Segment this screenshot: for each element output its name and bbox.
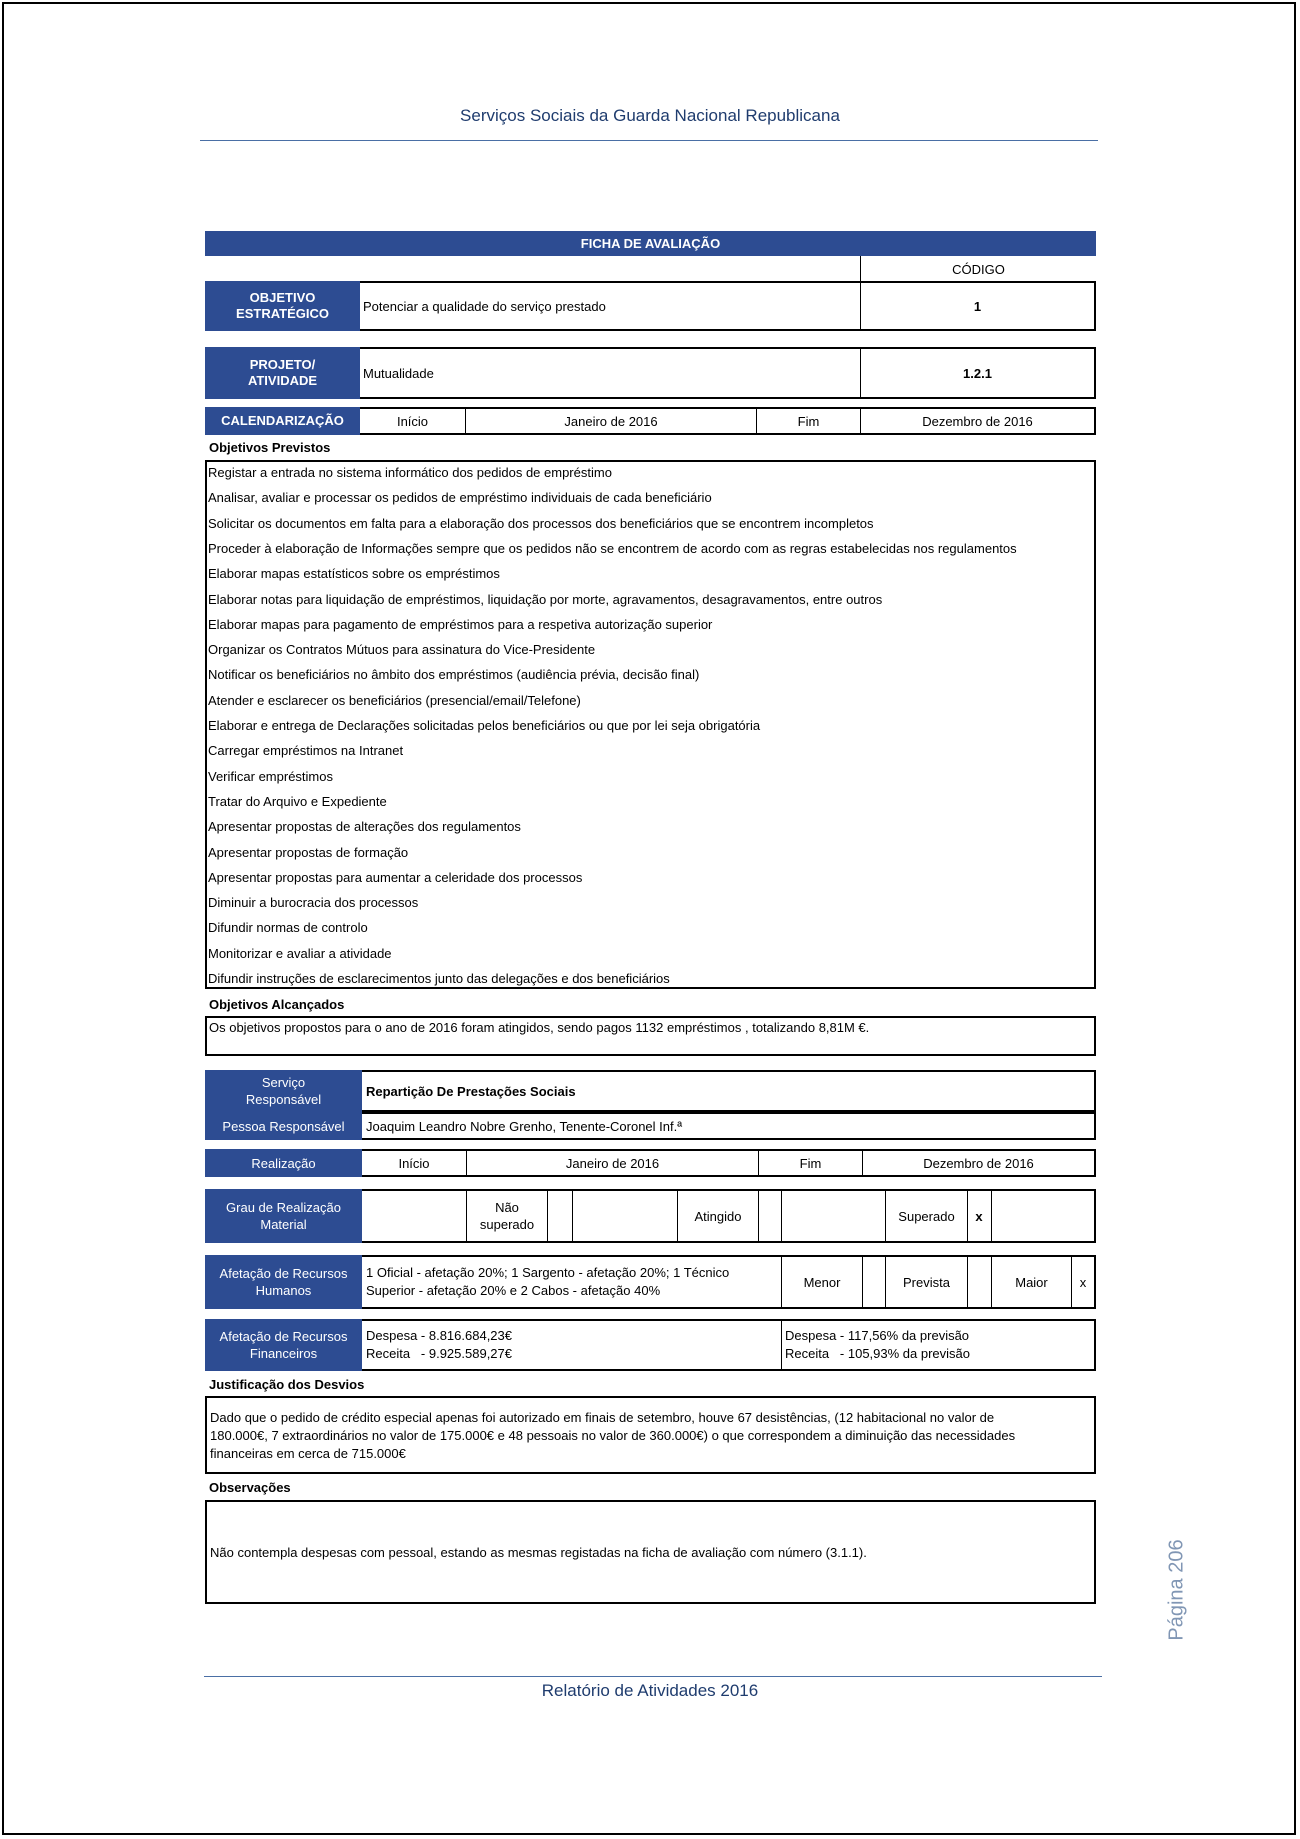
objetivo-previsto-item: Proceder à elaboração de Informações sempre que os pedidos não se encontrem de acordo com as regras estabelecidas nos regulamentos [208,540,1017,556]
calendar-inicio-label: Início [396,413,429,429]
financeiros-despesa: Despesa - 8.816.684,23€ [366,1328,512,1343]
objetivo-previsto-item: Apresentar propostas de formação [208,844,409,860]
codigo-label: CÓDIGO [860,256,1096,282]
objetivo-previsto-item: Organizar os Contratos Mútuos para assinatura do Vice-Presidente [208,642,596,658]
objetivo-previsto-item: Elaborar notas para liquidação de empréstimos, liquidação por morte, agravamentos, desagravamentos, entre outros [208,591,883,607]
pessoa-label: Pessoa Responsável [205,1112,362,1140]
footer-title: Relatório de Atividades 2016 [541,1681,759,1700]
objetivo-previsto-item: Carregar empréstimos na Intranet [208,743,404,759]
realizacao-inicio-value: Janeiro de 2016 [565,1155,660,1171]
financeiros-receita: Receita - 9.925.589,27€ [366,1346,512,1361]
divider [967,1255,968,1309]
divider [862,1255,863,1309]
justificacao-heading: Justificação dos Desvios [209,1377,365,1392]
objetivo-text: Potenciar a qualidade do serviço prestado [363,298,606,314]
objetivo-previsto-item: Registar a entrada no sistema informático dos pedidos de empréstimo [208,465,612,480]
objetivo-label: OBJETIVO ESTRATÉGICO [205,281,360,331]
realizacao-label: Realização [205,1149,362,1177]
realizacao-fim-label: Fim [799,1155,822,1171]
footer-divider [204,1676,1102,1677]
servico-label: Serviço Responsável [205,1070,362,1112]
projeto-label: PROJETO/ ATIVIDADE [205,347,360,399]
financeiros-receita-pct: Receita - 105,93% da previsão [785,1346,970,1361]
objetivos-alcancados-heading: Objetivos Alcançados [209,997,345,1012]
calendar-label: CALENDARIZAÇÃO [205,407,360,435]
objetivo-previsto-item: Notificar os beneficiários no âmbito dos empréstimos (audiência prévia, decisão final) [208,667,700,683]
rh-maior: Maior [1015,1274,1048,1290]
objetivo-previsto-item: Elaborar mapas estatísticos sobre os empréstimos [208,566,500,582]
objetivo-previsto-item: Difundir instruções de esclarecimentos junto das delegações e dos beneficiários [208,971,670,986]
objetivos-previstos-heading: Objetivos Previstos [209,440,331,455]
ficha-title: FICHA DE AVALIAÇÃO [205,231,1096,256]
objetivo-previsto-item: Solicitar os documentos em falta para a elaboração dos processos dos beneficiários que se encontrem incompletos [208,515,874,531]
realizacao-inicio-label: Início [398,1155,430,1171]
objetivo-previsto-item: Analisar, avaliar e processar os pedidos de empréstimo individuais de cada beneficiário [208,490,712,506]
observacoes-heading: Observações [209,1480,291,1495]
objetivo-previsto-item: Apresentar propostas de alterações dos regulamentos [208,819,521,835]
projeto-code: 1.2.1 [963,365,992,381]
objetivo-previsto-item: Elaborar mapas para pagamento de empréstimos para a respetiva autorização superior [208,616,713,632]
grau-label: Grau de Realização Material [205,1189,362,1243]
projeto-text: Mutualidade [363,365,434,381]
grau-atingido: Atingido [694,1208,742,1224]
objetivo-code: 1 [973,298,982,314]
divider [781,1319,782,1371]
objetivo-previsto-item: Tratar do Arquivo e Expediente [208,793,387,809]
calendar-fim-value: Dezembro de 2016 [922,413,1033,429]
financeiros-despesa-pct: Despesa - 117,56% da previsão [785,1328,970,1343]
divider [758,1189,759,1243]
calendar-inicio-value: Janeiro de 2016 [564,413,658,429]
grau-nao-superado: Não superado [479,1200,535,1232]
header-divider [200,140,1098,141]
justificacao-text: Dado que o pedido de crédito especial apenas foi autorizado em finais de setembro, houve 67 desistências, (12 habitacional no valor de 180.000€, 7 extraordinários no valor de 175.000€ e 48 pessoais no valor de 360.000€) o que correspondem a diminuição das necessidades financeiras em cerca de 715.000€ [210,1410,1016,1461]
objetivo-previsto-item: Elaborar e entrega de Declarações solicitadas pelos beneficiários ou que por lei seja obrigatória [208,718,761,733]
servico-value: Repartição De Prestações Sociais [366,1083,576,1099]
divider [991,1189,992,1243]
realizacao-fim-value: Dezembro de 2016 [923,1155,1034,1171]
divider [572,1189,573,1243]
objetivo-previsto-item: Verificar empréstimos [208,768,333,784]
rh-maior-mark: x [1079,1274,1087,1290]
calendar-fim-label: Fim [797,413,820,429]
rh-prevista: Prevista [903,1274,950,1290]
objetivos-alcancados-text: Os objetivos propostos para o ano de 2016 foram atingidos, sendo pagos 1132 empréstimos , totalizando 8,81M €. [209,1020,870,1035]
page-number-text: Página 206 [1165,1539,1188,1641]
grau-superado: Superado [898,1208,955,1224]
objetivo-previsto-item: Atender e esclarecer os beneficiários (presencial/email/Telefone) [208,692,581,708]
objetivo-previsto-item: Apresentar propostas para aumentar a celeridade dos processos [208,869,583,885]
grau-superado-mark: x [975,1208,983,1224]
header-title: Serviços Sociais da Guarda Nacional Republicana [460,106,840,125]
objetivo-previsto-item: Difundir normas de controlo [208,920,368,936]
rh-text: 1 Oficial - afetação 20%; 1 Sargento - afetação 20%; 1 Técnico Superior - afetação 20% e 2 Cabos - afetação 40% [366,1265,730,1298]
rh-menor: Menor [803,1274,841,1290]
pessoa-value: Joaquim Leandro Nobre Grenho, Tenente-Coronel Inf.ª [366,1118,683,1134]
observacoes-text: Não contempla despesas com pessoal, estando as mesmas registadas na ficha de avaliação com número (3.1.1). [210,1545,867,1560]
divider [781,1189,782,1243]
rh-label: Afetação de Recursos Humanos [205,1255,362,1309]
objetivo-previsto-item: Diminuir a burocracia dos processos [208,895,419,911]
financeiros-label: Afetação de Recursos Financeiros [205,1319,362,1371]
page-number [1162,1530,1192,1650]
objetivo-previsto-item: Monitorizar e avaliar a atividade [208,945,392,961]
divider [547,1189,548,1243]
